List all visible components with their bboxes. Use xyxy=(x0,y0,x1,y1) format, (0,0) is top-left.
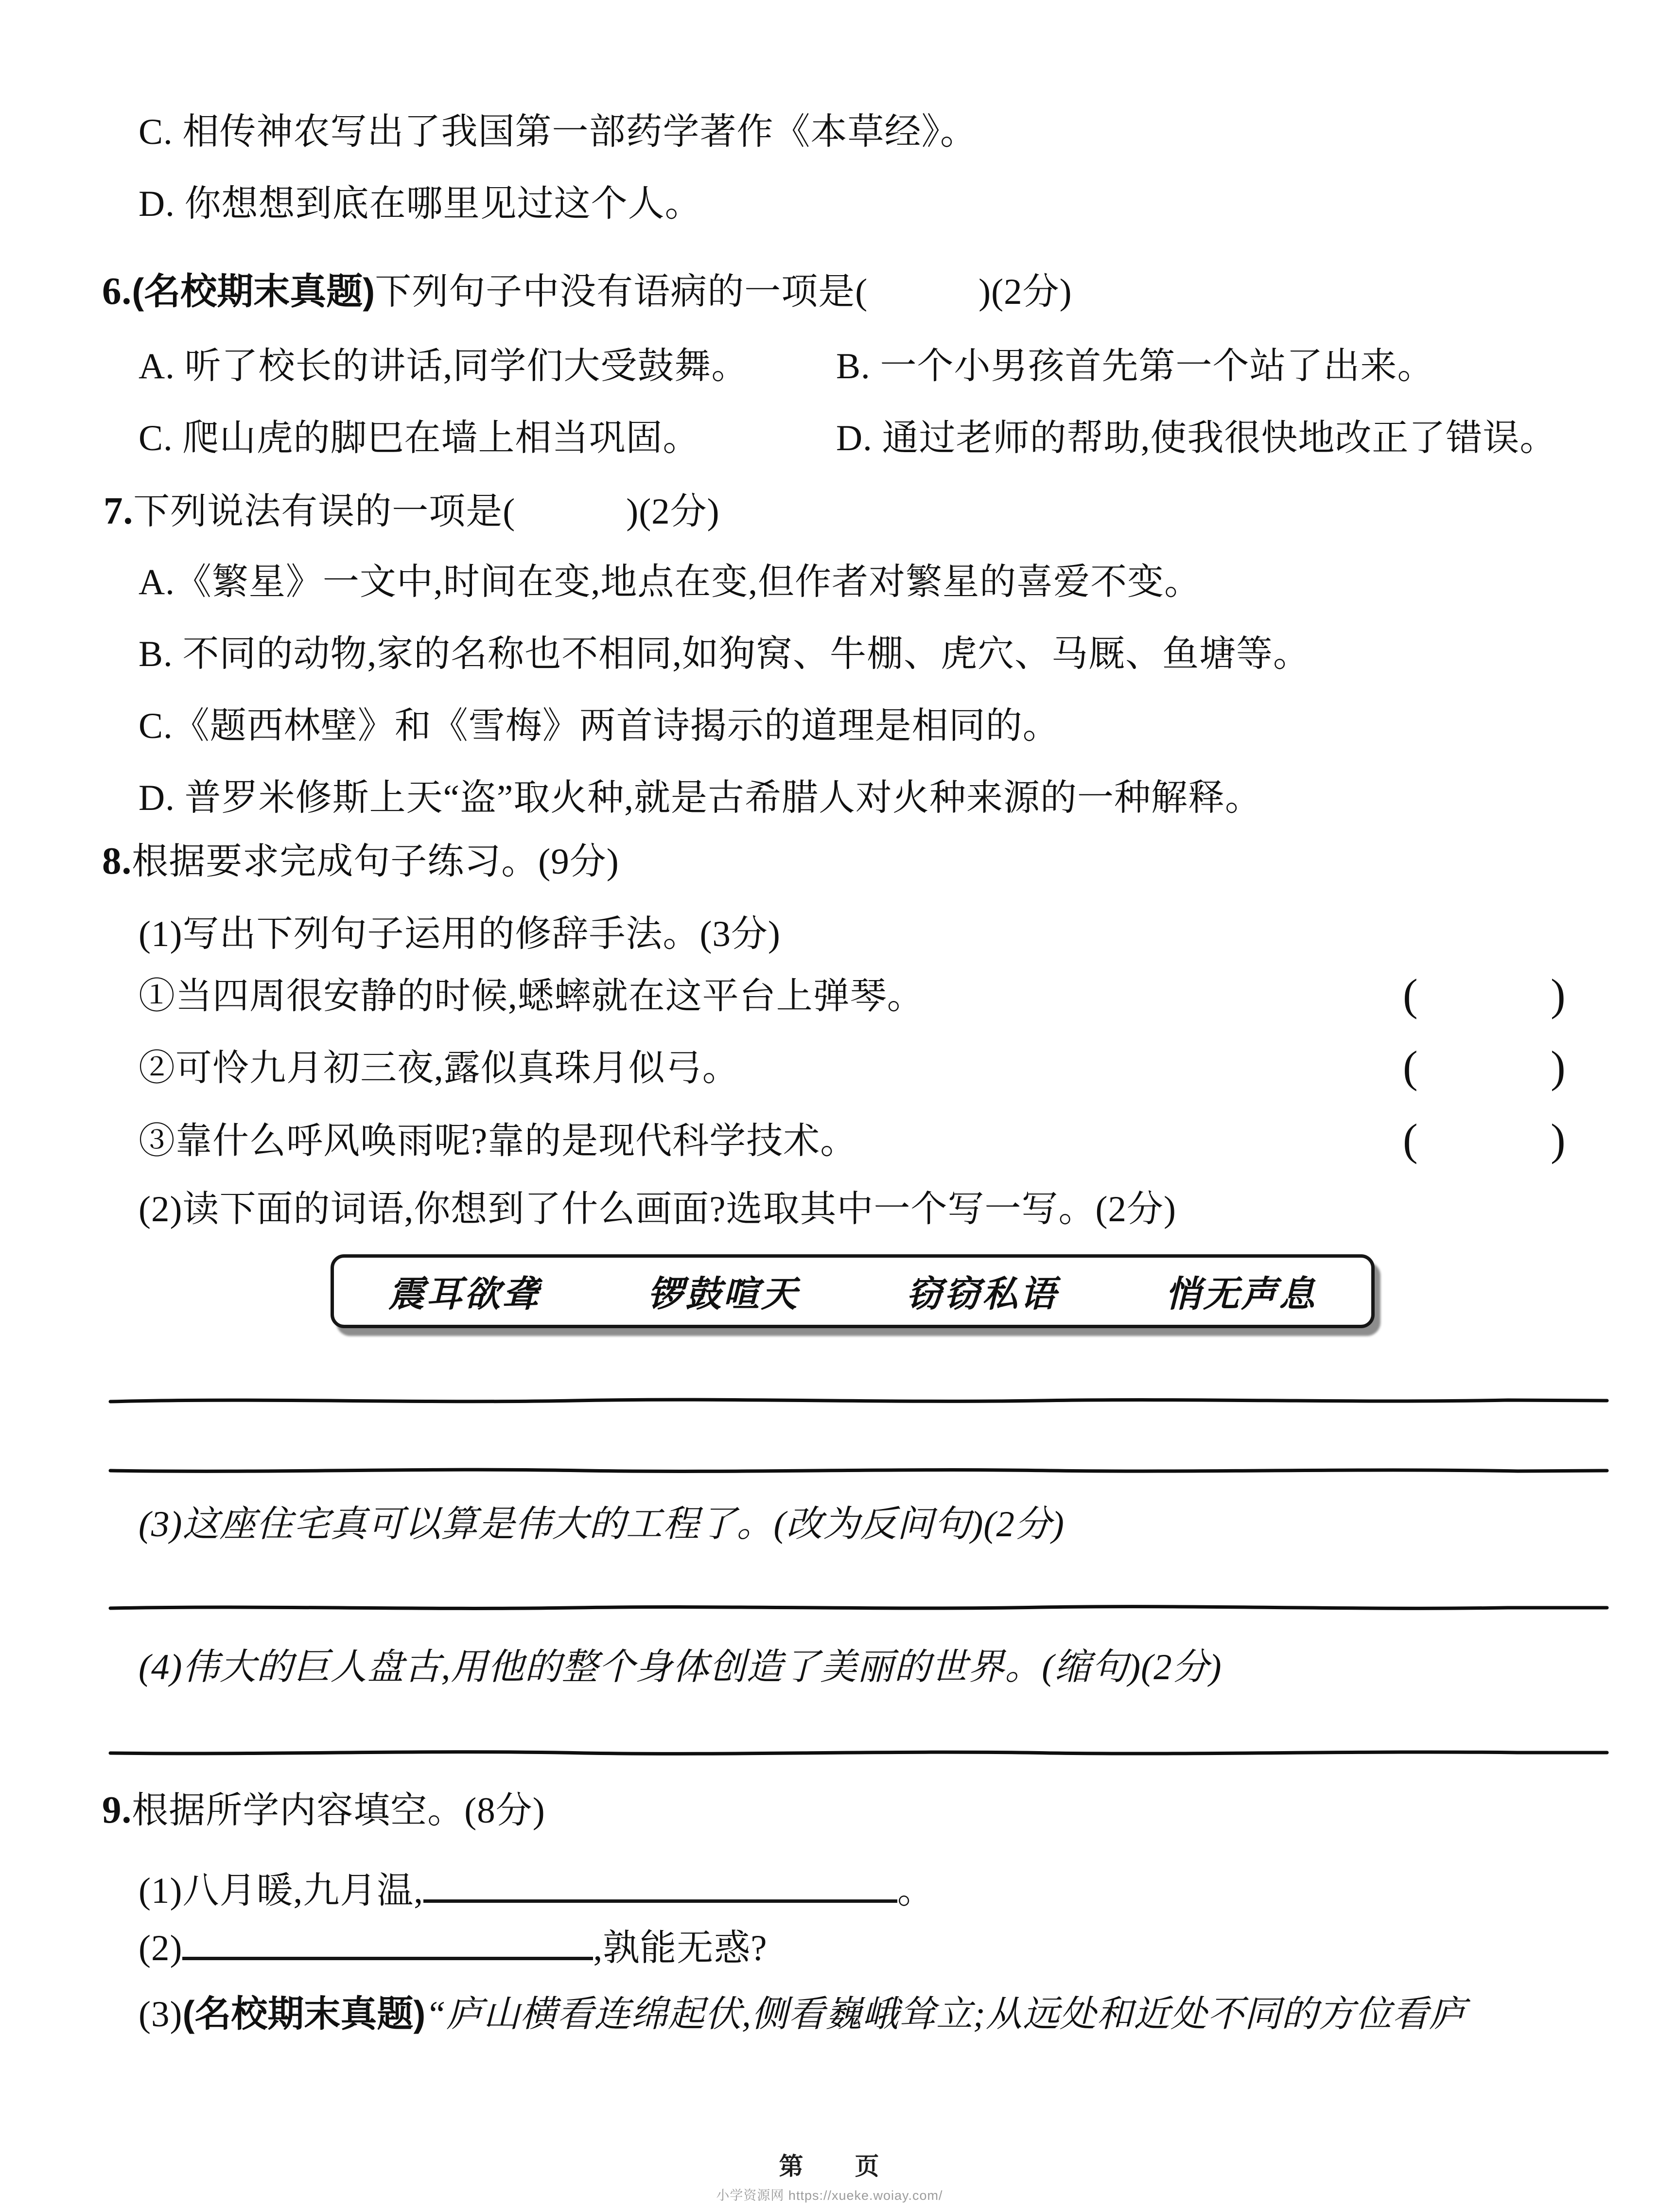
question-9-sub-2 xyxy=(139,1928,768,1969)
prev-question-option-c xyxy=(139,112,977,153)
prev-question-option-d xyxy=(139,184,702,225)
question-9-sub-3 xyxy=(139,1993,1466,2035)
word-box-word-2: 锣鼓喧天 xyxy=(647,1275,799,1315)
sub-question-text: (1)写出下列句子运用的修辞手法。(3分) xyxy=(139,914,781,954)
question-6-stem xyxy=(102,270,1072,313)
sub-question-text: (3)这座住宅真可以算是伟大的工程了。(改为反问句)(2分) xyxy=(139,1504,1065,1545)
question-8-item-2 xyxy=(139,1048,739,1089)
question-6-source-tag: (名校期末真题) xyxy=(132,271,375,312)
question-8-item-1 xyxy=(139,976,924,1017)
question-7-option-c xyxy=(139,706,1060,747)
question-6-option-b: B. 一个小男孩首先第一个站了出来。 xyxy=(836,346,1434,386)
question-9-number: 9. xyxy=(102,1789,132,1831)
fill-prefix: (1)八月暖,九月温, xyxy=(139,1871,423,1911)
question-6-number: 6. xyxy=(102,270,132,313)
fill-blank-2 xyxy=(182,1932,593,1960)
question-6-option-a: A. 听了校长的讲话,同学们大受鼓舞。 xyxy=(139,346,749,386)
word-box-word-1: 震耳欲聋 xyxy=(388,1275,540,1315)
option-text: C. 相传神农写出了我国第一部药学著作《本草经》。 xyxy=(139,112,978,152)
question-8-sub-4 xyxy=(139,1647,1222,1688)
question-9-sub-1 xyxy=(139,1871,934,1912)
answer-paren-close-3: ) xyxy=(1551,1115,1566,1164)
fill-prefix: (2) xyxy=(139,1928,183,1968)
word-box xyxy=(331,1254,1375,1328)
question-7-option-d xyxy=(139,778,1262,819)
option-text: B. 不同的动物,家的名称也不相同,如狗窝、牛棚、虎穴、马厩、鱼塘等。 xyxy=(139,634,1310,674)
word-box-word-3: 窃窃私语 xyxy=(906,1275,1058,1315)
question-7-option-a xyxy=(139,562,1201,603)
writing-line-3 xyxy=(108,1603,1610,1613)
answer-paren-open-1: ( xyxy=(1403,970,1418,1019)
question-7-stem xyxy=(104,490,720,533)
word-box-word-4: 悄无声息 xyxy=(1165,1275,1317,1315)
option-text: D. 你想想到底在哪里见过这个人。 xyxy=(139,184,702,224)
sub-question-text: (4)伟大的巨人盘古,用他的整个身体创造了美丽的世界。(缩句)(2分) xyxy=(139,1647,1222,1687)
question-6-options-row-1 xyxy=(139,346,1616,387)
source-watermark: 小学资源网 https://xueke.woiay.com/ xyxy=(716,2188,943,2203)
item-text: ③靠什么呼风唤雨呢?靠的是现代科学技术。 xyxy=(139,1121,857,1161)
question-8-item-3 xyxy=(139,1121,857,1162)
question-7-number: 7. xyxy=(104,490,134,532)
question-7-stem-text: 下列说法有误的一项是( )(2分) xyxy=(133,492,720,532)
sub-question-label: (3) xyxy=(139,1994,183,2035)
option-text: D. 普罗米修斯上天“盗”取火种,就是古希腊人对火种来源的一种解释。 xyxy=(139,778,1262,818)
question-9-stem xyxy=(102,1789,545,1832)
question-7-option-b xyxy=(139,634,1310,675)
answer-paren-open-3: ( xyxy=(1403,1115,1418,1164)
question-8-stem xyxy=(102,840,619,883)
fill-suffix: ,孰能无惑? xyxy=(593,1928,768,1968)
option-text: A.《繁星》一文中,时间在变,地点在变,但作者对繁星的喜爱不变。 xyxy=(139,562,1202,602)
question-8-number: 8. xyxy=(102,840,132,882)
item-text: ①当四周很安静的时候,蟋蟀就在这平台上弹琴。 xyxy=(139,976,924,1017)
page-number-label: 第 页 xyxy=(779,2153,880,2180)
writing-line-4 xyxy=(108,1748,1610,1758)
answer-paren-open-2: ( xyxy=(1403,1042,1418,1091)
writing-line-2 xyxy=(108,1466,1610,1476)
answer-paren-close-1: ) xyxy=(1551,970,1566,1019)
question-6-options-row-2 xyxy=(139,418,1616,459)
question-9-source-tag: (名校期末真题) xyxy=(182,1993,426,2034)
question-6-option-d: D. 通过老师的帮助,使我很快地改正了错误。 xyxy=(836,418,1557,458)
quote-text: “庐山横看连绵起伏,侧看巍峨耸立;从远处和近处不同的方位看庐 xyxy=(425,1994,1466,2035)
question-8-stem-text: 根据要求完成句子练习。(9分) xyxy=(132,842,619,882)
question-8-sub-1 xyxy=(139,914,781,955)
question-6-option-c: C. 爬山虎的脚巴在墙上相当巩固。 xyxy=(139,418,700,458)
item-text: ②可怜九月初三夜,露似真珠月似弓。 xyxy=(139,1048,739,1088)
question-8-sub-3 xyxy=(139,1504,1065,1545)
question-9-stem-text: 根据所学内容填空。(8分) xyxy=(132,1791,545,1831)
writing-line-1 xyxy=(108,1396,1610,1406)
fill-blank-1 xyxy=(423,1875,897,1903)
fill-suffix: 。 xyxy=(897,1871,934,1911)
option-text: C.《题西林壁》和《雪梅》两首诗揭示的道理是相同的。 xyxy=(139,706,1060,746)
sub-question-text: (2)读下面的词语,你想到了什么画面?选取其中一个写一写。(2分) xyxy=(139,1189,1176,1229)
answer-paren-close-2: ) xyxy=(1551,1042,1566,1091)
question-8-sub-2 xyxy=(139,1189,1176,1230)
question-6-stem-text: 下列句子中没有语病的一项是( )(2分) xyxy=(375,272,1072,312)
